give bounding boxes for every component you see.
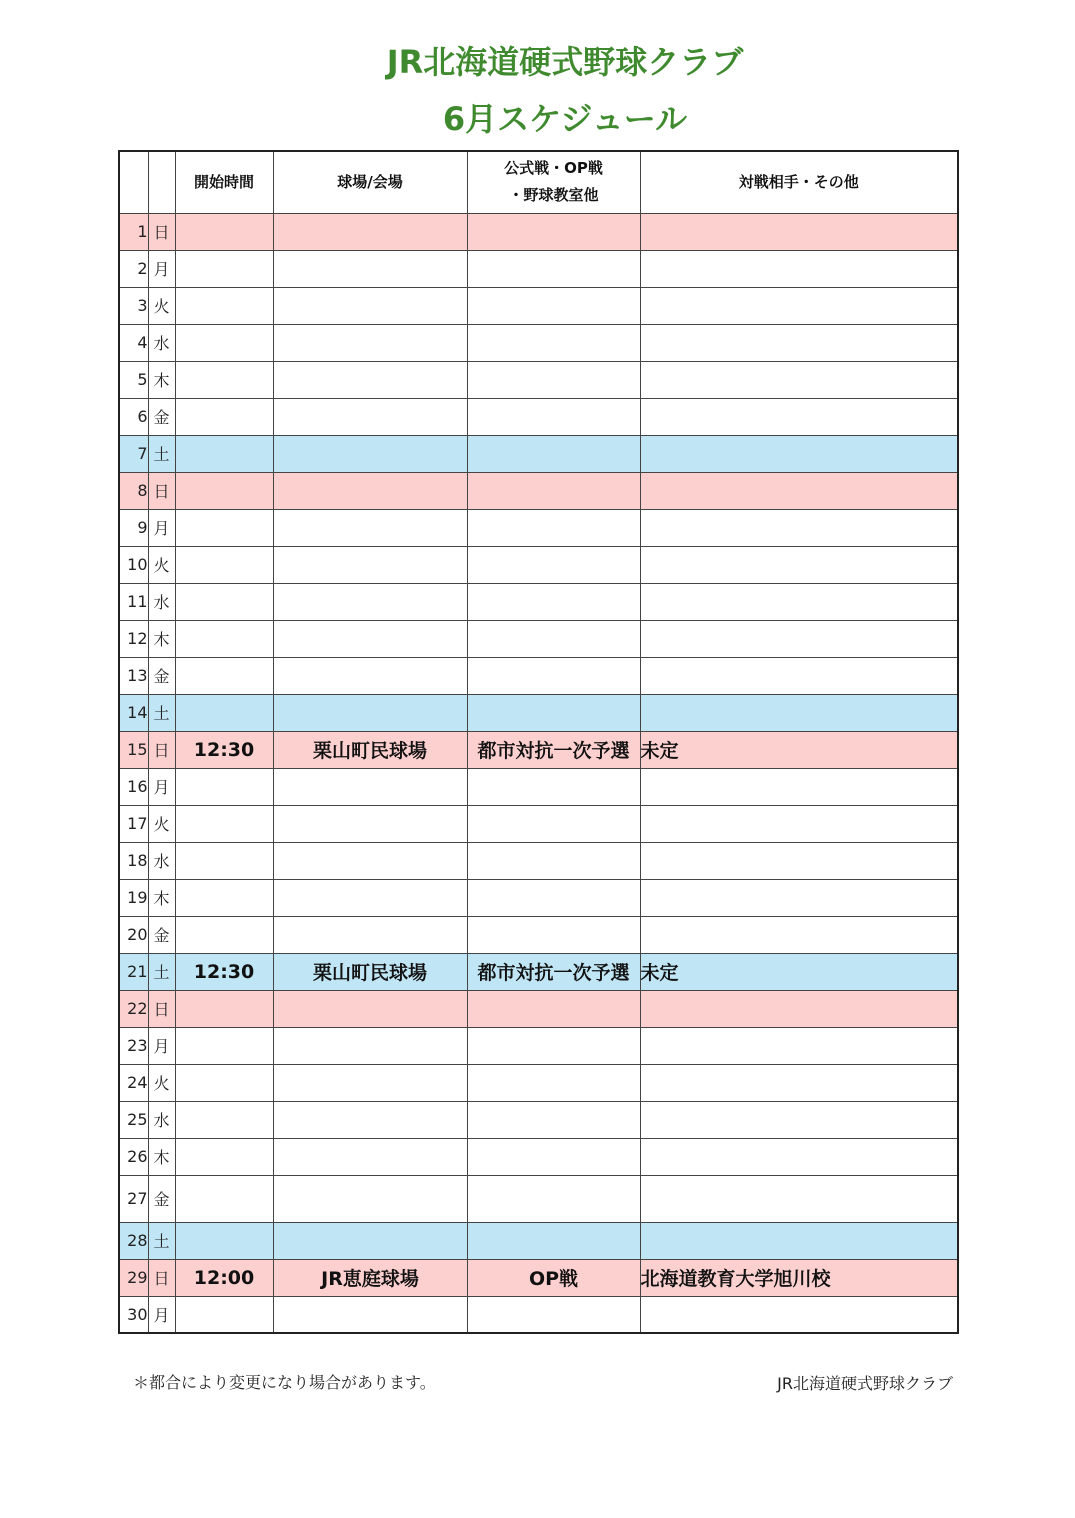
table-row bbox=[119, 250, 958, 287]
venue-cell bbox=[273, 324, 467, 361]
start-time-cell bbox=[175, 1064, 273, 1101]
opponent-cell bbox=[640, 1064, 958, 1101]
table-row bbox=[119, 361, 958, 398]
game-type-cell bbox=[467, 620, 640, 657]
weekday-cell: 火 bbox=[148, 1064, 175, 1101]
start-time-cell bbox=[175, 916, 273, 953]
opponent-cell bbox=[640, 509, 958, 546]
opponent-cell bbox=[640, 805, 958, 842]
day-cell: 20 bbox=[119, 916, 148, 953]
table-row bbox=[119, 879, 958, 916]
start-time-cell bbox=[175, 1027, 273, 1064]
table-row bbox=[119, 1259, 958, 1296]
opponent-cell bbox=[640, 472, 958, 509]
game-type-cell bbox=[467, 398, 640, 435]
start-time-cell bbox=[175, 805, 273, 842]
start-time-cell bbox=[175, 1296, 273, 1333]
opponent-cell bbox=[640, 361, 958, 398]
game-type-cell bbox=[467, 879, 640, 916]
weekday-cell: 金 bbox=[148, 916, 175, 953]
start-time-cell bbox=[175, 398, 273, 435]
weekday-cell: 水 bbox=[148, 583, 175, 620]
weekday-cell: 金 bbox=[148, 398, 175, 435]
opponent-cell bbox=[640, 694, 958, 731]
weekday-cell: 月 bbox=[148, 509, 175, 546]
weekday-cell: 月 bbox=[148, 250, 175, 287]
header-venue: 球場/会場 bbox=[273, 151, 467, 213]
game-type-cell bbox=[467, 842, 640, 879]
header-day bbox=[119, 151, 148, 213]
game-type-cell bbox=[467, 1027, 640, 1064]
day-cell: 27 bbox=[119, 1175, 148, 1222]
start-time-cell bbox=[175, 287, 273, 324]
table-row bbox=[119, 287, 958, 324]
venue-cell: 栗山町民球場 bbox=[273, 953, 467, 990]
day-cell: 16 bbox=[119, 768, 148, 805]
weekday-cell: 日 bbox=[148, 213, 175, 250]
table-row bbox=[119, 953, 958, 990]
schedule-table bbox=[118, 150, 959, 1334]
table-row bbox=[119, 731, 958, 768]
weekday-cell: 日 bbox=[148, 731, 175, 768]
venue-cell bbox=[273, 916, 467, 953]
opponent-cell bbox=[640, 324, 958, 361]
day-cell: 1 bbox=[119, 213, 148, 250]
day-cell: 24 bbox=[119, 1064, 148, 1101]
venue-cell bbox=[273, 1064, 467, 1101]
opponent-cell bbox=[640, 546, 958, 583]
venue-cell bbox=[273, 694, 467, 731]
venue-cell bbox=[273, 546, 467, 583]
opponent-cell bbox=[640, 1222, 958, 1259]
opponent-cell bbox=[640, 916, 958, 953]
weekday-cell: 日 bbox=[148, 472, 175, 509]
game-type-cell bbox=[467, 805, 640, 842]
weekday-cell: 金 bbox=[148, 1175, 175, 1222]
day-cell: 10 bbox=[119, 546, 148, 583]
opponent-cell bbox=[640, 250, 958, 287]
opponent-cell bbox=[640, 1138, 958, 1175]
weekday-cell: 日 bbox=[148, 1259, 175, 1296]
table-header-row bbox=[119, 151, 958, 213]
game-type-cell bbox=[467, 916, 640, 953]
table-row bbox=[119, 694, 958, 731]
table-row bbox=[119, 768, 958, 805]
day-cell: 12 bbox=[119, 620, 148, 657]
table-row bbox=[119, 1027, 958, 1064]
day-cell: 5 bbox=[119, 361, 148, 398]
day-cell: 9 bbox=[119, 509, 148, 546]
opponent-cell bbox=[640, 842, 958, 879]
start-time-cell bbox=[175, 768, 273, 805]
start-time-cell bbox=[175, 250, 273, 287]
start-time-cell: 12:00 bbox=[175, 1259, 273, 1296]
start-time-cell bbox=[175, 694, 273, 731]
schedule-body bbox=[119, 213, 958, 1333]
table-row bbox=[119, 805, 958, 842]
table-row bbox=[119, 842, 958, 879]
header-time: 開始時間 bbox=[175, 151, 273, 213]
venue-cell bbox=[273, 509, 467, 546]
day-cell: 3 bbox=[119, 287, 148, 324]
game-type-cell bbox=[467, 546, 640, 583]
weekday-cell: 水 bbox=[148, 1101, 175, 1138]
weekday-cell: 木 bbox=[148, 361, 175, 398]
start-time-cell bbox=[175, 324, 273, 361]
venue-cell bbox=[273, 435, 467, 472]
day-cell: 2 bbox=[119, 250, 148, 287]
header-type-line1: 公式戦・OP戦 bbox=[504, 159, 603, 178]
venue-cell bbox=[273, 657, 467, 694]
start-time-cell bbox=[175, 1138, 273, 1175]
table-row bbox=[119, 1175, 958, 1222]
venue-cell: 栗山町民球場 bbox=[273, 731, 467, 768]
game-type-cell: 都市対抗一次予選 bbox=[467, 953, 640, 990]
opponent-cell bbox=[640, 398, 958, 435]
venue-cell bbox=[273, 1027, 467, 1064]
start-time-cell bbox=[175, 435, 273, 472]
weekday-cell: 火 bbox=[148, 805, 175, 842]
day-cell: 8 bbox=[119, 472, 148, 509]
game-type-cell: 都市対抗一次予選 bbox=[467, 731, 640, 768]
weekday-cell: 月 bbox=[148, 768, 175, 805]
table-row bbox=[119, 398, 958, 435]
opponent-cell bbox=[640, 990, 958, 1027]
game-type-cell bbox=[467, 1064, 640, 1101]
start-time-cell bbox=[175, 657, 273, 694]
venue-cell bbox=[273, 879, 467, 916]
day-cell: 25 bbox=[119, 1101, 148, 1138]
venue-cell: JR恵庭球場 bbox=[273, 1259, 467, 1296]
table-row bbox=[119, 435, 958, 472]
venue-cell bbox=[273, 472, 467, 509]
game-type-cell bbox=[467, 509, 640, 546]
header-opponent: 対戦相手・その他 bbox=[640, 151, 958, 213]
weekday-cell: 木 bbox=[148, 879, 175, 916]
table-row bbox=[119, 509, 958, 546]
weekday-cell: 水 bbox=[148, 842, 175, 879]
weekday-cell: 月 bbox=[148, 1027, 175, 1064]
weekday-cell: 木 bbox=[148, 620, 175, 657]
venue-cell bbox=[273, 1175, 467, 1222]
game-type-cell bbox=[467, 990, 640, 1027]
table-row bbox=[119, 213, 958, 250]
start-time-cell bbox=[175, 213, 273, 250]
opponent-cell bbox=[640, 435, 958, 472]
game-type-cell bbox=[467, 435, 640, 472]
table-row bbox=[119, 583, 958, 620]
day-cell: 14 bbox=[119, 694, 148, 731]
venue-cell bbox=[273, 1101, 467, 1138]
game-type-cell: OP戦 bbox=[467, 1259, 640, 1296]
game-type-cell bbox=[467, 768, 640, 805]
day-cell: 15 bbox=[119, 731, 148, 768]
table-row bbox=[119, 1064, 958, 1101]
day-cell: 21 bbox=[119, 953, 148, 990]
table-row bbox=[119, 657, 958, 694]
table-row bbox=[119, 1138, 958, 1175]
venue-cell bbox=[273, 620, 467, 657]
weekday-cell: 火 bbox=[148, 287, 175, 324]
start-time-cell bbox=[175, 1222, 273, 1259]
game-type-cell bbox=[467, 583, 640, 620]
table-row bbox=[119, 1222, 958, 1259]
header-type-line2: ・野球教室他 bbox=[508, 186, 599, 205]
opponent-cell bbox=[640, 583, 958, 620]
opponent-cell: 未定 bbox=[640, 731, 958, 768]
opponent-cell bbox=[640, 213, 958, 250]
table-row bbox=[119, 472, 958, 509]
start-time-cell bbox=[175, 990, 273, 1027]
opponent-cell: 未定 bbox=[640, 953, 958, 990]
table-row bbox=[119, 1101, 958, 1138]
opponent-cell bbox=[640, 1101, 958, 1138]
venue-cell bbox=[273, 805, 467, 842]
weekday-cell: 火 bbox=[148, 546, 175, 583]
footnote: ＊都合により変更になり場合があります。 bbox=[133, 1373, 436, 1392]
venue-cell bbox=[273, 768, 467, 805]
table-row bbox=[119, 324, 958, 361]
day-cell: 18 bbox=[119, 842, 148, 879]
venue-cell bbox=[273, 287, 467, 324]
game-type-cell bbox=[467, 657, 640, 694]
day-cell: 13 bbox=[119, 657, 148, 694]
game-type-cell bbox=[467, 213, 640, 250]
day-cell: 30 bbox=[119, 1296, 148, 1333]
venue-cell bbox=[273, 1296, 467, 1333]
weekday-cell: 土 bbox=[148, 435, 175, 472]
weekday-cell: 金 bbox=[148, 657, 175, 694]
game-type-cell bbox=[467, 287, 640, 324]
page-title: JR北海道硬式野球クラブ bbox=[386, 43, 744, 81]
game-type-cell bbox=[467, 324, 640, 361]
start-time-cell bbox=[175, 1175, 273, 1222]
start-time-cell: 12:30 bbox=[175, 953, 273, 990]
game-type-cell bbox=[467, 472, 640, 509]
game-type-cell bbox=[467, 694, 640, 731]
venue-cell bbox=[273, 583, 467, 620]
game-type-cell bbox=[467, 1175, 640, 1222]
game-type-cell bbox=[467, 1101, 640, 1138]
day-cell: 19 bbox=[119, 879, 148, 916]
opponent-cell bbox=[640, 879, 958, 916]
game-type-cell bbox=[467, 361, 640, 398]
table-row bbox=[119, 620, 958, 657]
header-dow bbox=[148, 151, 175, 213]
venue-cell bbox=[273, 361, 467, 398]
start-time-cell bbox=[175, 509, 273, 546]
game-type-cell bbox=[467, 1138, 640, 1175]
start-time-cell bbox=[175, 472, 273, 509]
opponent-cell bbox=[640, 1296, 958, 1333]
start-time-cell bbox=[175, 583, 273, 620]
start-time-cell bbox=[175, 361, 273, 398]
start-time-cell bbox=[175, 546, 273, 583]
table-row bbox=[119, 1296, 958, 1333]
weekday-cell: 土 bbox=[148, 1222, 175, 1259]
day-cell: 7 bbox=[119, 435, 148, 472]
weekday-cell: 木 bbox=[148, 1138, 175, 1175]
opponent-cell bbox=[640, 287, 958, 324]
table-row bbox=[119, 546, 958, 583]
start-time-cell bbox=[175, 620, 273, 657]
venue-cell bbox=[273, 1138, 467, 1175]
weekday-cell: 月 bbox=[148, 1296, 175, 1333]
header-type bbox=[467, 151, 640, 213]
opponent-cell bbox=[640, 1175, 958, 1222]
start-time-cell: 12:30 bbox=[175, 731, 273, 768]
day-cell: 26 bbox=[119, 1138, 148, 1175]
game-type-cell bbox=[467, 1296, 640, 1333]
opponent-cell: 北海道教育大学旭川校 bbox=[640, 1259, 958, 1296]
game-type-cell bbox=[467, 1222, 640, 1259]
table-row bbox=[119, 990, 958, 1027]
opponent-cell bbox=[640, 620, 958, 657]
start-time-cell bbox=[175, 842, 273, 879]
opponent-cell bbox=[640, 768, 958, 805]
venue-cell bbox=[273, 213, 467, 250]
day-cell: 23 bbox=[119, 1027, 148, 1064]
day-cell: 6 bbox=[119, 398, 148, 435]
game-type-cell bbox=[467, 250, 640, 287]
weekday-cell: 日 bbox=[148, 990, 175, 1027]
page-subtitle: 6月スケジュール bbox=[442, 100, 688, 138]
day-cell: 22 bbox=[119, 990, 148, 1027]
start-time-cell bbox=[175, 1101, 273, 1138]
day-cell: 11 bbox=[119, 583, 148, 620]
venue-cell bbox=[273, 842, 467, 879]
day-cell: 17 bbox=[119, 805, 148, 842]
weekday-cell: 土 bbox=[148, 694, 175, 731]
weekday-cell: 土 bbox=[148, 953, 175, 990]
start-time-cell bbox=[175, 879, 273, 916]
venue-cell bbox=[273, 250, 467, 287]
venue-cell bbox=[273, 398, 467, 435]
day-cell: 4 bbox=[119, 324, 148, 361]
venue-cell bbox=[273, 1222, 467, 1259]
opponent-cell bbox=[640, 657, 958, 694]
table-row bbox=[119, 916, 958, 953]
footer-club-name: JR北海道硬式野球クラブ bbox=[777, 1374, 953, 1393]
opponent-cell bbox=[640, 1027, 958, 1064]
weekday-cell: 水 bbox=[148, 324, 175, 361]
day-cell: 29 bbox=[119, 1259, 148, 1296]
venue-cell bbox=[273, 990, 467, 1027]
day-cell: 28 bbox=[119, 1222, 148, 1259]
